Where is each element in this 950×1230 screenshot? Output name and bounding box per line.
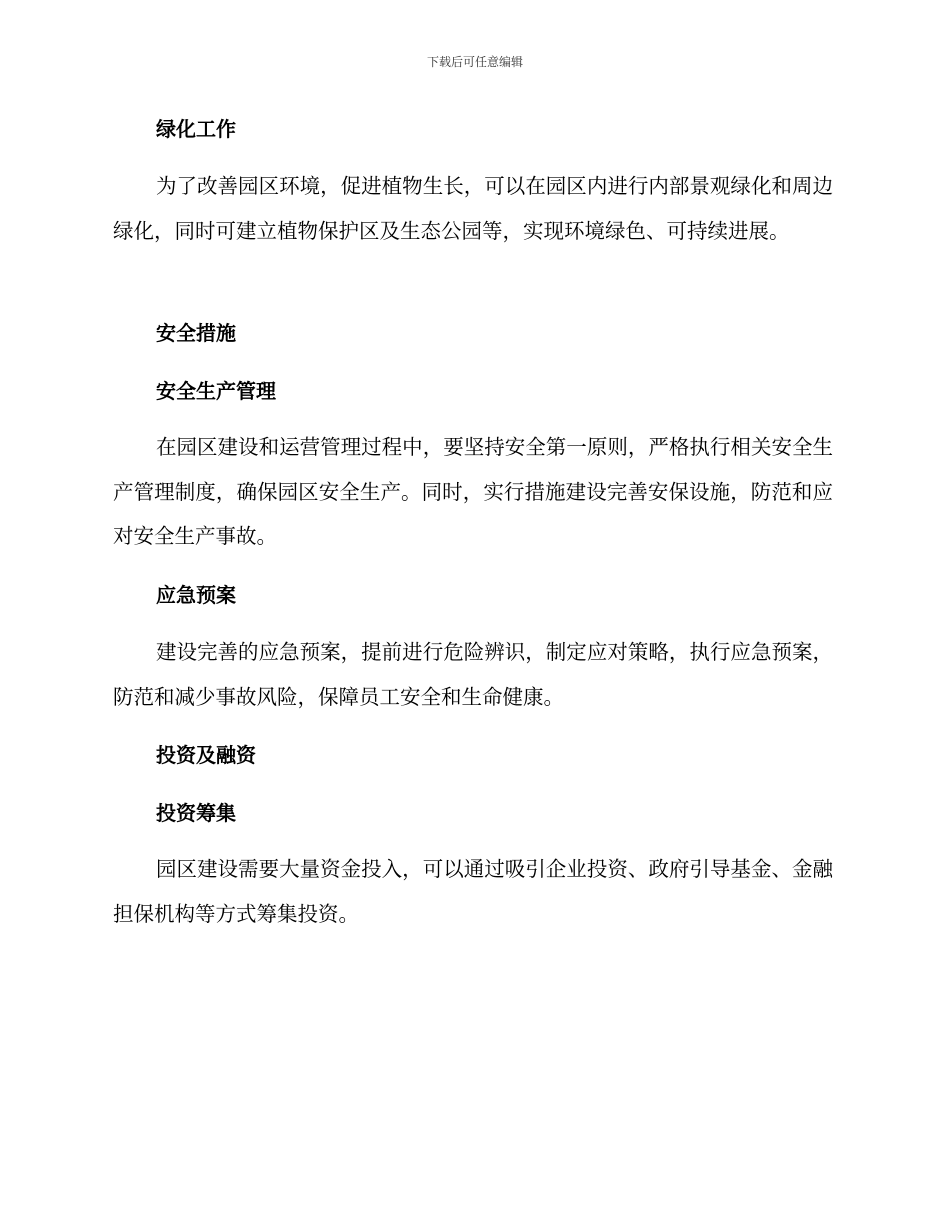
heading-emergency-plan: 应急预案: [156, 583, 236, 607]
heading-investment-financing: 投资及融资: [156, 743, 256, 767]
paragraph-fundraising: 园区建设需要大量资金投入，可以通过吸引企业投资、政府引导基金、金融担保机构等方式筹集投资。: [113, 857, 833, 926]
heading-production-safety: 安全生产管理: [156, 379, 276, 403]
page-header-note: 下载后可任意编辑: [426, 55, 523, 69]
paragraph-emergency-plan: 建设完善的应急预案，提前进行危险辨识，制定应对策略，执行应急预案，防范和减少事故风险，保障员工安全和生命健康。: [113, 640, 833, 709]
heading-greening: 绿化工作: [156, 117, 236, 141]
paragraph-greening: 为了改善园区环境，促进植物生长，可以在园区内进行内部景观绿化和周边绿化，同时可建立植物保护区及生态公园等，实现环境绿色、可持续进展。: [113, 174, 833, 243]
paragraph-production-safety: 在园区建设和运营管理过程中，要坚持安全第一原则，严格执行相关安全生产管理制度，确保园区安全生产。同时，实行措施建设完善安保设施，防范和应对安全生产事故。: [113, 435, 833, 548]
heading-fundraising: 投资筹集: [156, 801, 236, 825]
heading-safety-measures: 安全措施: [156, 321, 236, 345]
